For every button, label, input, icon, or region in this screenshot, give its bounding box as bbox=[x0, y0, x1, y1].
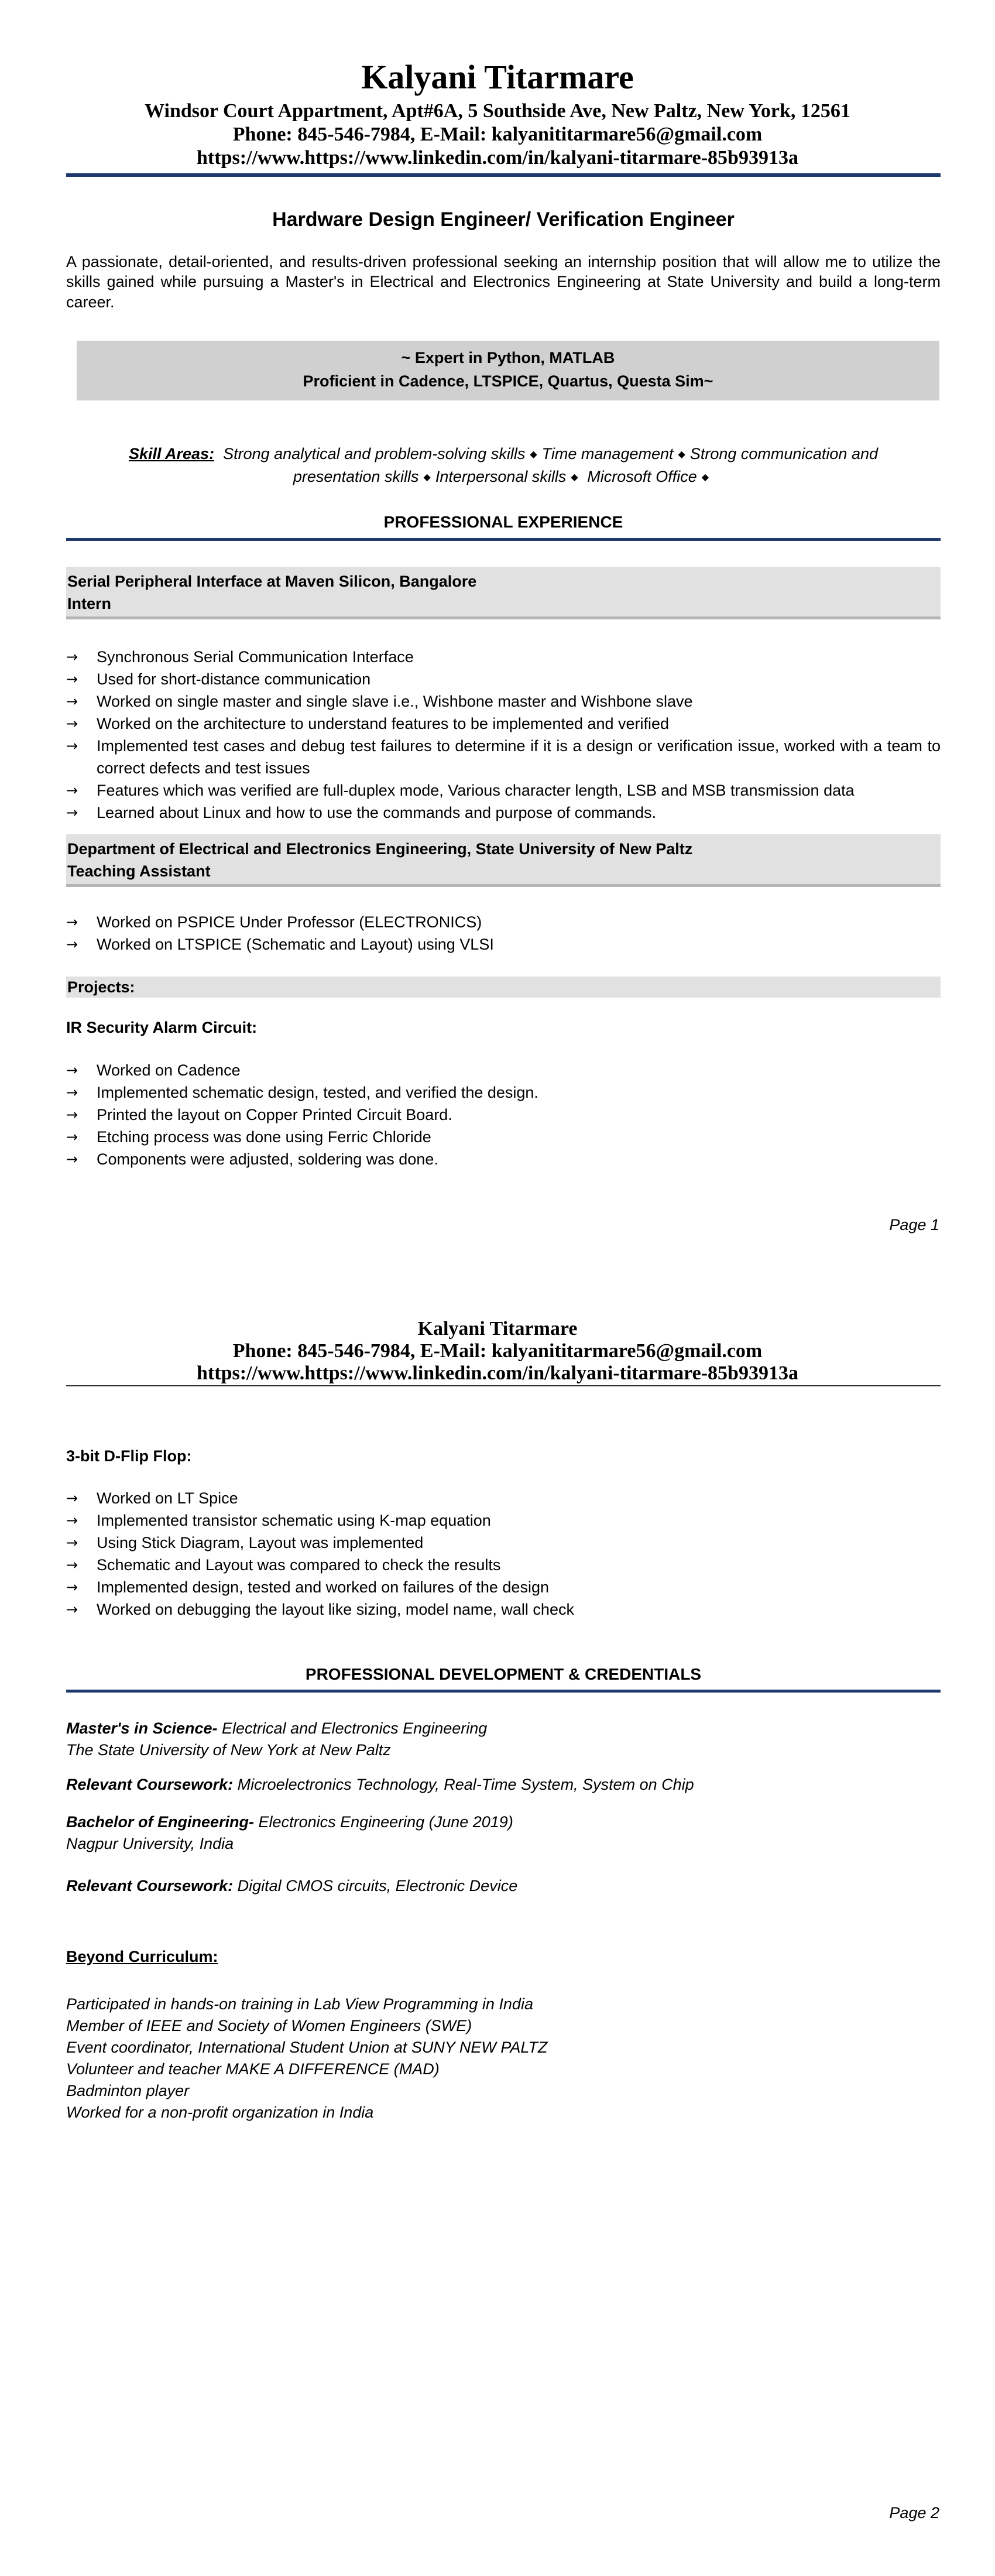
ir-project-bullet-list bbox=[66, 1059, 941, 1170]
list-item: → Schematic and Layout was compared to check the results bbox=[66, 1554, 941, 1576]
linkedin-link[interactable]: https://www.https://www.linkedin.com/in/kalyani-titarmare-85b93913a bbox=[197, 1362, 798, 1384]
job2-bullet-list bbox=[66, 911, 941, 955]
list-item: → Worked on LT Spice bbox=[66, 1487, 941, 1509]
list-item: → Implemented schematic design, tested, and verified the design. bbox=[66, 1081, 941, 1104]
candidate-name: Kalyani Titarmare bbox=[361, 58, 634, 96]
coursework-label: Relevant Coursework: bbox=[66, 1877, 234, 1895]
job-organization: Department of Electrical and Electronics Engineering, State University of New Paltz bbox=[67, 840, 693, 858]
job-header-suny bbox=[66, 834, 941, 887]
list-item: Volunteer and teacher MAKE A DIFFERENCE (MAD) bbox=[66, 2060, 440, 2078]
list-item: Participated in hands-on training in Lab View Programming in India bbox=[66, 1995, 533, 2013]
school-name: Nagpur University, India bbox=[66, 1835, 234, 1852]
coursework-label: Relevant Coursework: bbox=[66, 1776, 234, 1793]
job-header-underline bbox=[66, 616, 941, 619]
projects-label: Projects: bbox=[67, 978, 135, 996]
list-item: → Worked on LTSPICE (Schematic and Layout) using VLSI bbox=[66, 933, 941, 955]
list-item: → Worked on Cadence bbox=[66, 1059, 941, 1081]
list-item: Worked for a non-profit organization in India bbox=[66, 2104, 374, 2121]
list-item: → Etching process was done using Ferric Chloride bbox=[66, 1126, 941, 1148]
beyond-curriculum-title: Beyond Curriculum: bbox=[66, 1948, 218, 1965]
arrow-bullet-icon: → bbox=[66, 1151, 78, 1167]
arrow-bullet-icon: → bbox=[66, 1512, 78, 1529]
degree-label: Master's in Science- bbox=[66, 1719, 218, 1737]
expertise-box bbox=[77, 341, 939, 400]
diamond-bullet-icon: ◆ bbox=[571, 472, 578, 483]
degree-field: Electronics Engineering (June 2019) bbox=[254, 1813, 513, 1831]
arrow-bullet-icon: → bbox=[66, 1062, 78, 1078]
arrow-bullet-icon: → bbox=[66, 1129, 78, 1145]
skill-areas bbox=[111, 443, 896, 488]
skill-item: Interpersonal skills bbox=[435, 468, 567, 486]
arrow-bullet-icon: → bbox=[66, 914, 78, 930]
list-item: Event coordinator, International Student Union at SUNY NEW PALTZ bbox=[66, 2039, 548, 2056]
arrow-bullet-icon: → bbox=[66, 782, 78, 799]
job-header-maven bbox=[66, 567, 941, 619]
list-item: → Printed the layout on Copper Printed Circuit Board. bbox=[66, 1104, 941, 1126]
degree-field: Electrical and Electronics Engineering bbox=[217, 1719, 488, 1737]
arrow-bullet-icon: → bbox=[66, 1601, 78, 1618]
diamond-bullet-icon: ◆ bbox=[678, 450, 685, 460]
projects-header bbox=[66, 977, 941, 998]
header-divider bbox=[66, 173, 941, 177]
project-title-ir: IR Security Alarm Circuit: bbox=[66, 1019, 258, 1036]
contact-line: Phone: 845-546-7984, E-Mail: kalyanititarmare56@gmail.com bbox=[232, 124, 763, 145]
resume-page-2 bbox=[0, 1288, 995, 2576]
skill-item: Strong analytical and problem-solving skills bbox=[223, 445, 526, 463]
job-role: Teaching Assistant bbox=[67, 862, 211, 880]
arrow-bullet-icon: → bbox=[66, 936, 78, 953]
arrow-bullet-icon: → bbox=[66, 649, 78, 665]
bachelors-coursework bbox=[66, 1875, 941, 1897]
list-item: → Learned about Linux and how to use the commands and purpose of commands. bbox=[66, 801, 941, 824]
list-item: → Worked on debugging the layout like sizing, model name, wall check bbox=[66, 1598, 941, 1621]
arrow-bullet-icon: → bbox=[66, 1107, 78, 1123]
list-item: → Worked on single master and single slave i.e., Wishbone master and Wishbone slave bbox=[66, 690, 941, 712]
coursework-value: Digital CMOS circuits, Electronic Device bbox=[233, 1877, 518, 1895]
diamond-bullet-icon: ◆ bbox=[530, 450, 537, 460]
list-item: → Implemented test cases and debug test failures to determine if it is a design or verification issue, worked with a team to correct defects and test issues bbox=[66, 735, 941, 779]
arrow-bullet-icon: → bbox=[66, 804, 78, 821]
arrow-bullet-icon: → bbox=[66, 1557, 78, 1573]
contact-line: Phone: 845-546-7984, E-Mail: kalyanititarmare56@gmail.com bbox=[232, 1340, 763, 1362]
expertise-line-2: Proficient in Cadence, LTSPICE, Quartus, Questa Sim~ bbox=[303, 372, 713, 390]
job-role: Intern bbox=[67, 595, 112, 612]
list-item: → Worked on PSPICE Under Professor (ELECTRONICS) bbox=[66, 911, 941, 933]
project-title-dff: 3-bit D-Flip Flop: bbox=[66, 1447, 192, 1465]
development-section-title: PROFESSIONAL DEVELOPMENT & CREDENTIALS bbox=[305, 1665, 702, 1683]
skill-areas-label: Skill Areas: bbox=[128, 445, 215, 463]
arrow-bullet-icon: → bbox=[66, 715, 78, 732]
skill-item: Time management bbox=[541, 445, 674, 463]
degree-label: Bachelor of Engineering- bbox=[66, 1813, 255, 1831]
arrow-bullet-icon: → bbox=[66, 671, 78, 687]
coursework-value: Microelectronics Technology, Real-Time System, System on Chip bbox=[233, 1776, 694, 1793]
arrow-bullet-icon: → bbox=[66, 693, 78, 710]
list-item: Member of IEEE and Society of Women Engineers (SWE) bbox=[66, 2017, 472, 2034]
skill-item: Strong communication and presentation skills bbox=[293, 445, 878, 486]
expertise-line-1: ~ Expert in Python, MATLAB bbox=[401, 349, 615, 366]
address-line: Windsor Court Appartment, Apt#6A, 5 Southside Ave, New Paltz, New York, 12561 bbox=[145, 100, 850, 122]
page-number: Page 1 bbox=[889, 1216, 939, 1234]
school-name: The State University of New York at New Paltz bbox=[66, 1741, 391, 1759]
diamond-bullet-icon: ◆ bbox=[423, 472, 431, 483]
development-divider bbox=[66, 1690, 941, 1693]
dff-project-bullet-list bbox=[66, 1487, 941, 1621]
list-item: Badminton player bbox=[66, 2082, 190, 2099]
arrow-bullet-icon: → bbox=[66, 1490, 78, 1506]
list-item: → Using Stick Diagram, Layout was implemented bbox=[66, 1532, 941, 1554]
experience-divider bbox=[66, 538, 941, 541]
diamond-bullet-icon: ◆ bbox=[701, 472, 709, 483]
job1-bullet-list bbox=[66, 646, 941, 824]
job-header-underline bbox=[66, 884, 941, 887]
list-item: → Implemented transistor schematic using K-map equation bbox=[66, 1509, 941, 1532]
job-organization: Serial Peripheral Interface at Maven Silicon, Bangalore bbox=[67, 573, 477, 590]
masters-coursework bbox=[66, 1774, 941, 1796]
arrow-bullet-icon: → bbox=[66, 738, 78, 754]
list-item: → Features which was verified are full-duplex mode, Various character length, LSB and MSB transmission data bbox=[66, 779, 941, 801]
page-number: Page 2 bbox=[889, 2504, 939, 2522]
list-item: → Synchronous Serial Communication Interface bbox=[66, 646, 941, 668]
arrow-bullet-icon: → bbox=[66, 1084, 78, 1101]
list-item: → Used for short-distance communication bbox=[66, 668, 941, 690]
experience-section-title: PROFESSIONAL EXPERIENCE bbox=[383, 513, 623, 531]
beyond-curriculum-list bbox=[66, 1993, 941, 2123]
candidate-name: Kalyani Titarmare bbox=[417, 1318, 578, 1340]
masters-degree bbox=[66, 1718, 941, 1761]
list-item: → Components were adjusted, soldering was done. bbox=[66, 1148, 941, 1170]
job-headline: Hardware Design Engineer/ Verification Engineer bbox=[272, 208, 735, 231]
skill-item: Microsoft Office bbox=[587, 468, 697, 486]
arrow-bullet-icon: → bbox=[66, 1579, 78, 1595]
list-item: → Implemented design, tested and worked on failures of the design bbox=[66, 1576, 941, 1598]
arrow-bullet-icon: → bbox=[66, 1534, 78, 1551]
header-divider bbox=[66, 1385, 941, 1386]
career-summary: A passionate, detail-oriented, and results-driven professional seeking an internship position that will allow me to utilize the skills gained while pursuing a Master's in Electrical and Electronics Engineering at State University and build a long-term career. bbox=[66, 253, 941, 311]
linkedin-link[interactable]: https://www.https://www.linkedin.com/in/kalyani-titarmare-85b93913a bbox=[197, 147, 798, 169]
list-item: → Worked on the architecture to understand features to be implemented and verified bbox=[66, 712, 941, 735]
bachelors-degree bbox=[66, 1811, 941, 1855]
